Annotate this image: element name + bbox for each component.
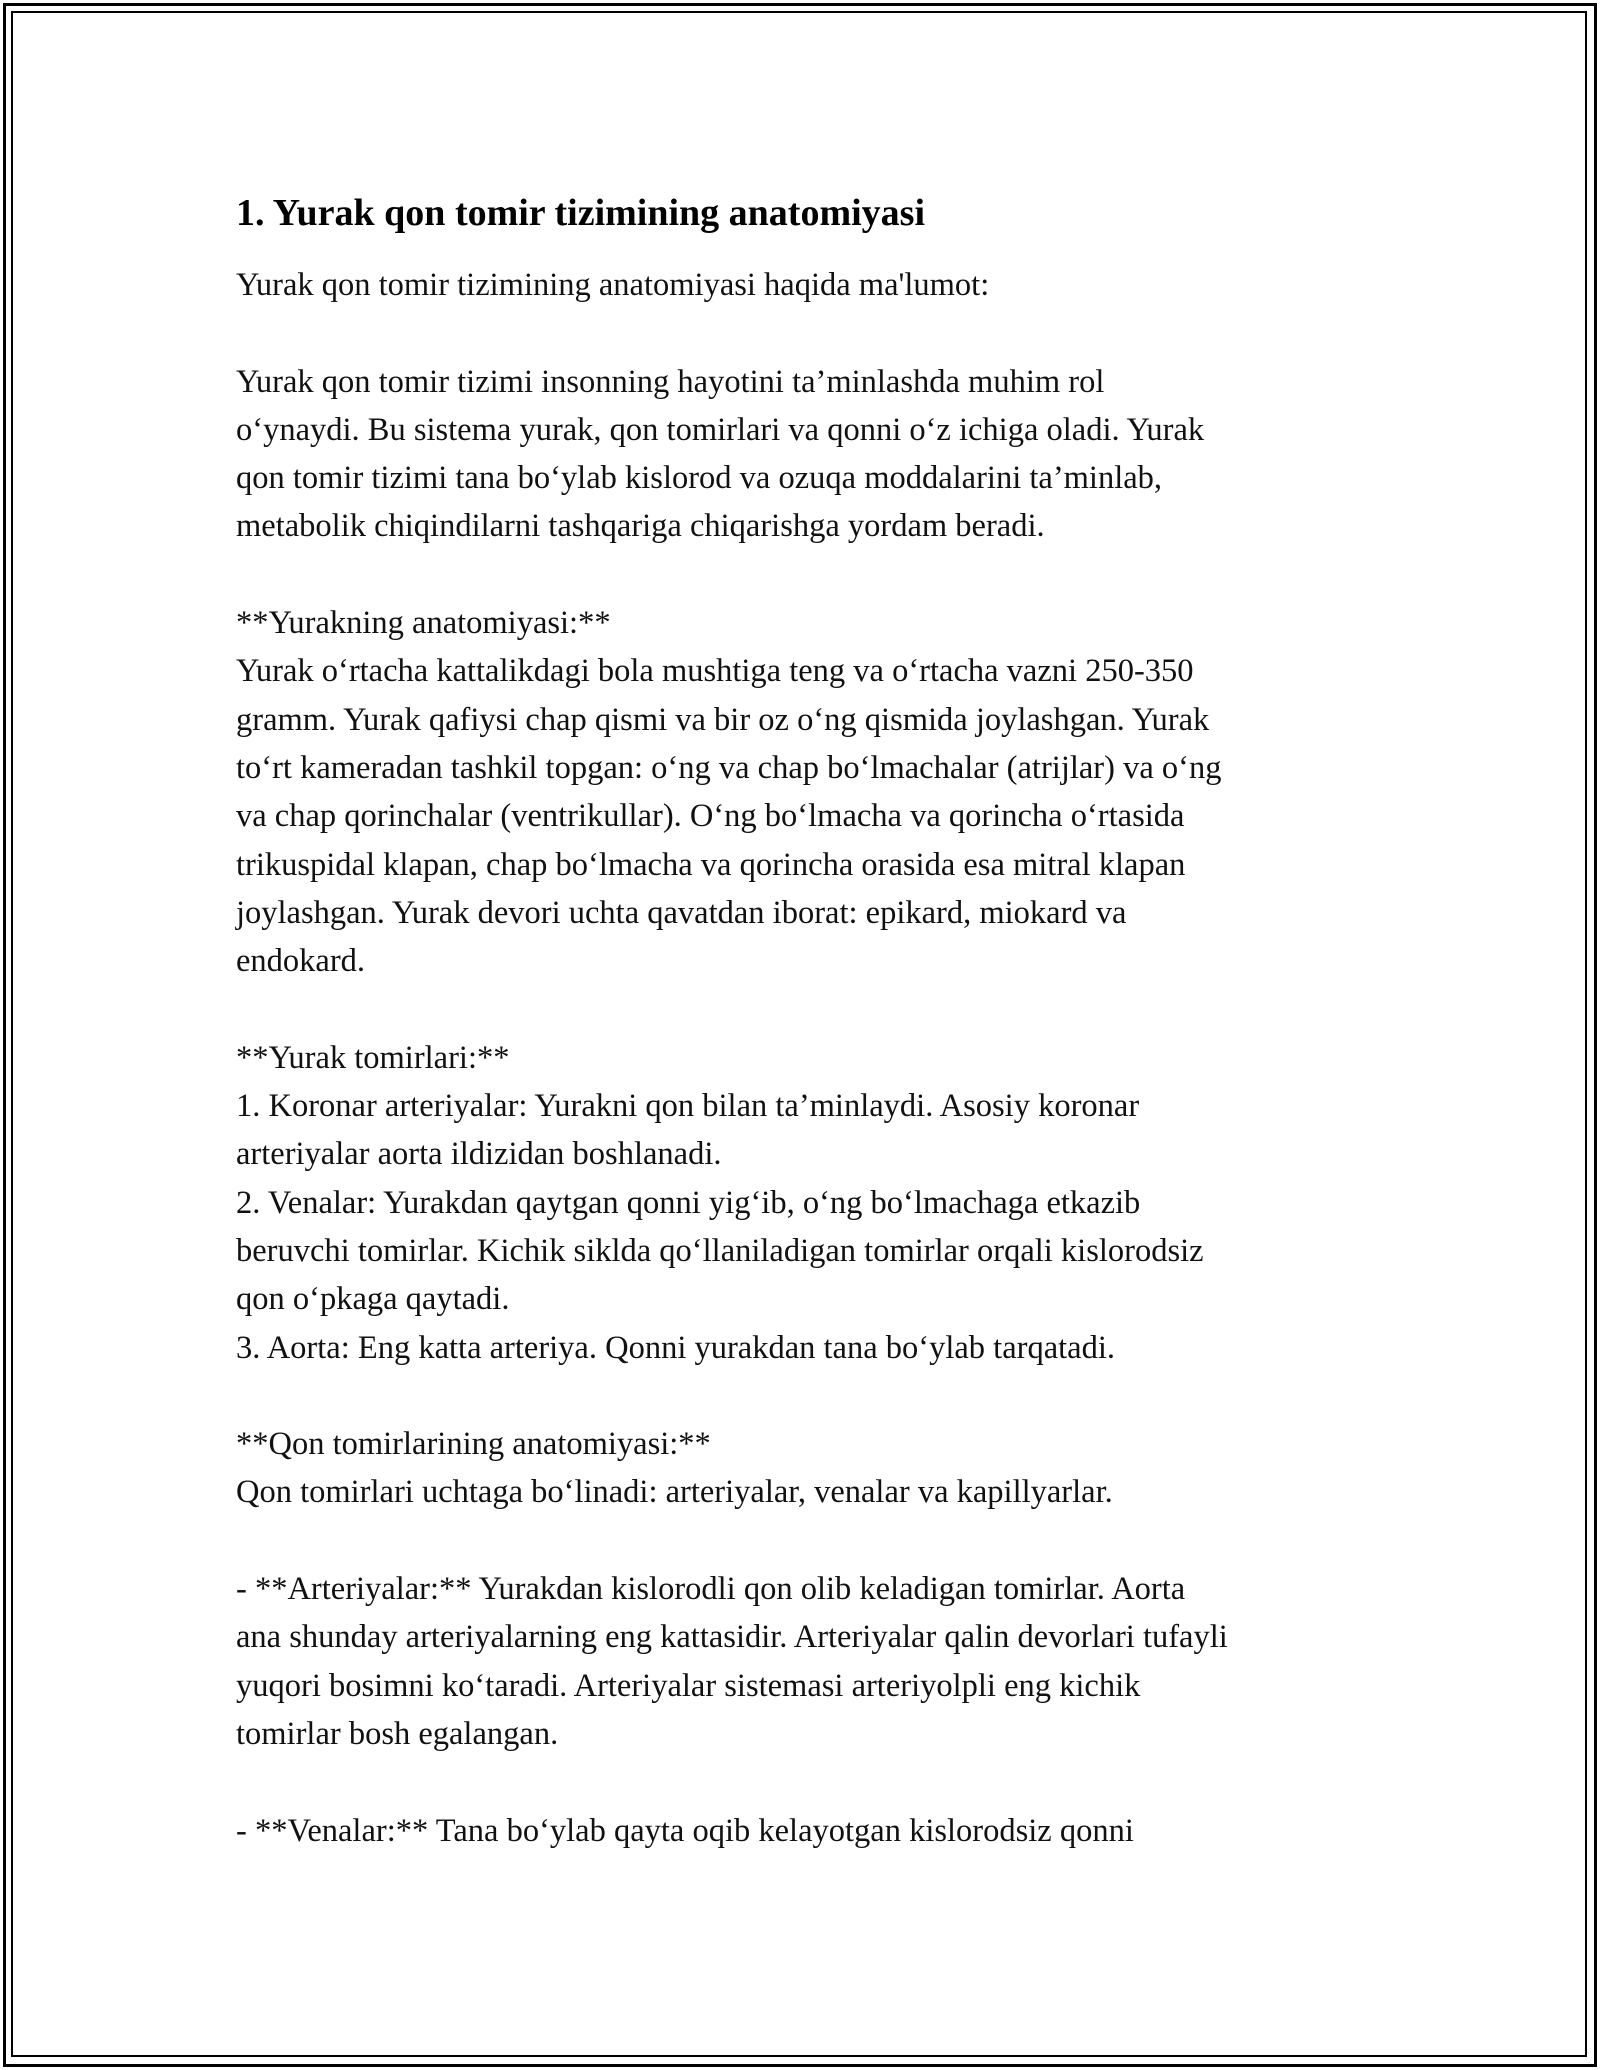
text-line: Qon tomirlari uchtaga bo‘linadi: arteriyalar, venalar va kapillyarlar.	[236, 1474, 1113, 1511]
paragraph-gap	[236, 551, 1386, 599]
paragraph-gap	[236, 1517, 1386, 1565]
text-line: joylashgan. Yurak devori uchta qavatdan iborat: epikard, miokard va	[236, 894, 1127, 931]
text-line: qon o‘pkaga qaytadi.	[236, 1281, 510, 1318]
text-line: - **Arteriyalar:** Yurakdan kislorodli qon olib keladigan tomirlar. Aorta	[236, 1571, 1186, 1608]
text-line: 1. Koronar arteriyalar: Yurakni qon bilan ta’minlaydi. Asosiy koronar	[236, 1088, 1140, 1125]
intro-paragraph	[236, 261, 1386, 309]
text-line: 2. Venalar: Yurakdan qaytgan qonni yig‘ib, o‘ng bo‘lmachaga etkazib	[236, 1184, 1141, 1221]
text-line: tomirlar bosh egalangan.	[236, 1715, 559, 1752]
text-line: 3. Aorta: Eng katta arteriya. Qonni yurakdan tana bo‘ylab tarqatadi.	[236, 1329, 1115, 1366]
text-line: trikuspidal klapan, chap bo‘lmacha va qorincha orasida esa mitral klapan	[236, 846, 1186, 883]
paragraph-heart-vessels	[236, 1034, 1386, 1372]
paragraph-overview	[236, 358, 1386, 551]
text-line: ana shunday arteriyalarning eng kattasidir. Arteriyalar qalin devorlari tufayli	[236, 1619, 1228, 1656]
text-line: o‘ynaydi. Bu sistema yurak, qon tomirlari va qonni o‘z ichiga oladi. Yurak	[236, 411, 1205, 448]
document-body	[236, 185, 1386, 1855]
paragraph-gap	[236, 985, 1386, 1033]
subsection-title: **Yurakning anatomiyasi:**	[236, 605, 611, 642]
text-line: to‘rt kameradan tashkil topgan: o‘ng va chap bo‘lmachalar (atrijlar) va o‘ng	[236, 749, 1222, 786]
text-line: va chap qorinchalar (ventrikullar). O‘ng bo‘lmacha va qorincha o‘rtasida	[236, 798, 1185, 835]
text-line: Yurak o‘rtacha kattalikdagi bola mushtiga teng va o‘rtacha vazni 250-350	[236, 653, 1194, 690]
subsection-title: **Qon tomirlarining anatomiyasi:**	[236, 1426, 711, 1463]
subsection-title: **Yurak tomirlari:**	[236, 1039, 510, 1076]
paragraph-arteries	[236, 1565, 1386, 1758]
text-line: arteriyalar aorta ildizidan boshlanadi.	[236, 1136, 722, 1173]
text-line: yuqori bosimni ko‘taradi. Arteriyalar sistemasi arteriyolpli eng kichik	[236, 1667, 1141, 1704]
text-line: metabolik chiqindilarni tashqariga chiqarishga yordam beradi.	[236, 508, 1045, 545]
paragraph-veins	[236, 1807, 1386, 1855]
paragraph-gap	[236, 309, 1386, 357]
paragraph-gap	[236, 1758, 1386, 1806]
text-line: beruvchi tomirlar. Kichik siklda qo‘llaniladigan tomirlar orqali kislorodsiz	[236, 1232, 1204, 1269]
text-line: gramm. Yurak qafiysi chap qismi va bir oz o‘ng qismida joylashgan. Yurak	[236, 701, 1210, 738]
section-heading: 1. Yurak qon tomir tizimining anatomiyasi	[236, 192, 926, 234]
text-line: - **Venalar:** Tana bo‘ylab qayta oqib kelayotgan kislorodsiz qonni	[236, 1812, 1134, 1849]
text-line: qon tomir tizimi tana bo‘ylab kislorod va ozuqa moddalarini ta’minlab,	[236, 460, 1163, 497]
paragraph-gap	[236, 1372, 1386, 1420]
paragraph-heart-anatomy	[236, 599, 1386, 985]
text-line: Yurak qon tomir tizimi insonning hayotini ta’minlashda muhim rol	[236, 363, 1105, 400]
text-line: endokard.	[236, 943, 366, 980]
text-line: Yurak qon tomir tizimining anatomiyasi haqida ma'lumot:	[236, 267, 990, 303]
paragraph-vessel-anatomy	[236, 1420, 1386, 1517]
